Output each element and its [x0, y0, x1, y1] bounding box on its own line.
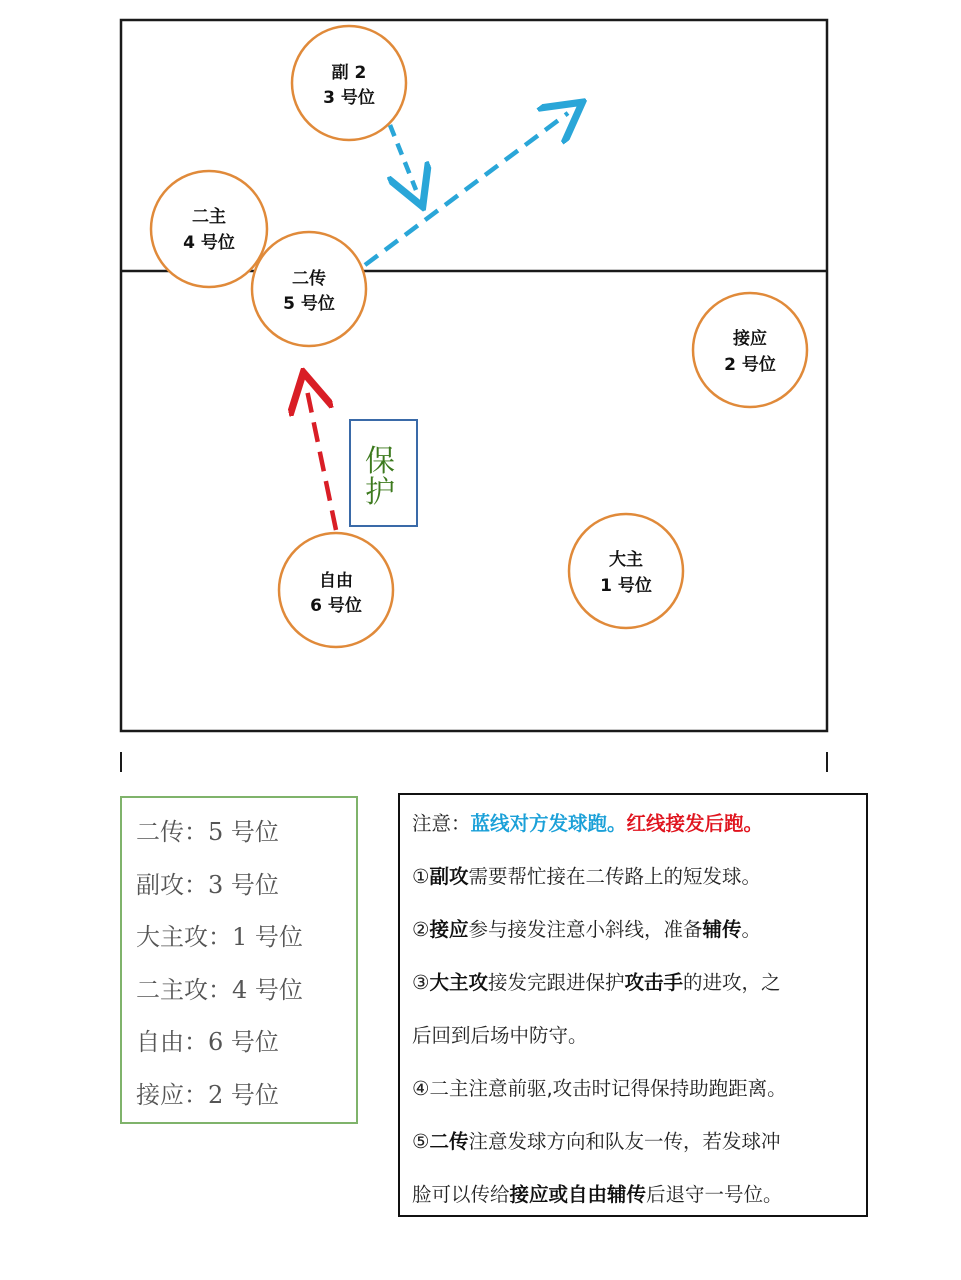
note-text: 参与接发注意小斜线，准备 [468, 918, 703, 941]
player-role: 自由 [319, 571, 353, 591]
notes-blue-line: 蓝线对方发球跑。 [470, 812, 627, 835]
player-erzhu [151, 171, 267, 287]
note-text: 。 [741, 918, 762, 941]
note-number: ⑤ [412, 1130, 430, 1153]
note-2 [412, 913, 860, 966]
note-text: 脸可以传给 [412, 1183, 510, 1206]
note-text: 需要帮忙接在二传路上的短发球。 [468, 865, 762, 888]
note-number: ② [412, 918, 430, 941]
note-keyword: 攻击手 [624, 971, 684, 994]
notes-box [398, 793, 868, 1217]
player-position: 6 号位 [310, 596, 362, 616]
note-1 [412, 860, 860, 913]
position-legend [120, 796, 358, 1124]
note-text: 接发完跟进保护 [488, 971, 625, 994]
note-4: ④二主注意前驱,攻击时记得保持助跑距离。 [412, 1077, 787, 1100]
player-role: 接应 [733, 329, 767, 349]
red-arrow-libero [307, 390, 336, 530]
player-position: 3 号位 [323, 88, 375, 108]
player-position: 5 号位 [283, 294, 335, 314]
player-position: 4 号位 [183, 233, 235, 253]
protect-char-2: 护 [365, 475, 395, 510]
player-role: 二主 [192, 207, 226, 227]
note-3-continued: 后回到后场中防守。 [412, 1024, 588, 1047]
legend-item-middle: 副攻：3 号位 [136, 870, 279, 899]
player-fu2 [292, 26, 406, 140]
notes-red-line: 红线接发后跑。 [626, 812, 764, 835]
note-number: ③ [412, 971, 430, 994]
protect-char-1: 保 [365, 444, 395, 479]
player-position: 1 号位 [600, 576, 652, 596]
note-5-continued [412, 1178, 860, 1231]
legend-item-setter: 二传：5 号位 [136, 818, 279, 846]
legend-item-opposite: 接应：2 号位 [136, 1080, 279, 1109]
note-number: ① [412, 865, 430, 888]
note-3 [412, 966, 860, 1019]
player-position: 2 号位 [724, 355, 776, 375]
blue-arrow-setter [365, 113, 568, 265]
player-role: 副 2 [331, 63, 367, 83]
note-keyword: 副攻 [429, 865, 469, 888]
note-keyword: 辅传 [702, 918, 742, 941]
note-text: 的进攻，之 [683, 971, 781, 994]
note-5 [412, 1125, 860, 1178]
player-jieying [693, 293, 807, 407]
legend-item-outside: 大主攻：1 号位 [136, 923, 303, 951]
legend-item-libero: 自由：6 号位 [136, 1028, 279, 1056]
notes-prefix: 注意： [412, 812, 471, 835]
note-keyword: 二传 [429, 1130, 469, 1153]
legend-item-second-outside: 二主攻：4 号位 [136, 975, 303, 1004]
note-text: 后退守一号位。 [646, 1183, 783, 1206]
player-role: 二传 [292, 269, 326, 289]
player-dazhu [569, 514, 683, 628]
player-ziyou [279, 533, 393, 647]
note-keyword: 大主攻 [429, 971, 488, 994]
note-keyword: 接应 [429, 918, 469, 941]
blue-arrow-middle [390, 125, 416, 190]
player-role: 大主 [609, 550, 643, 570]
note-keyword: 接应或自由辅传 [509, 1183, 647, 1206]
notes-intro [412, 807, 860, 860]
player-erchuan [252, 232, 366, 346]
note-text: 注意发球方向和队友一传，若发球冲 [468, 1130, 781, 1153]
